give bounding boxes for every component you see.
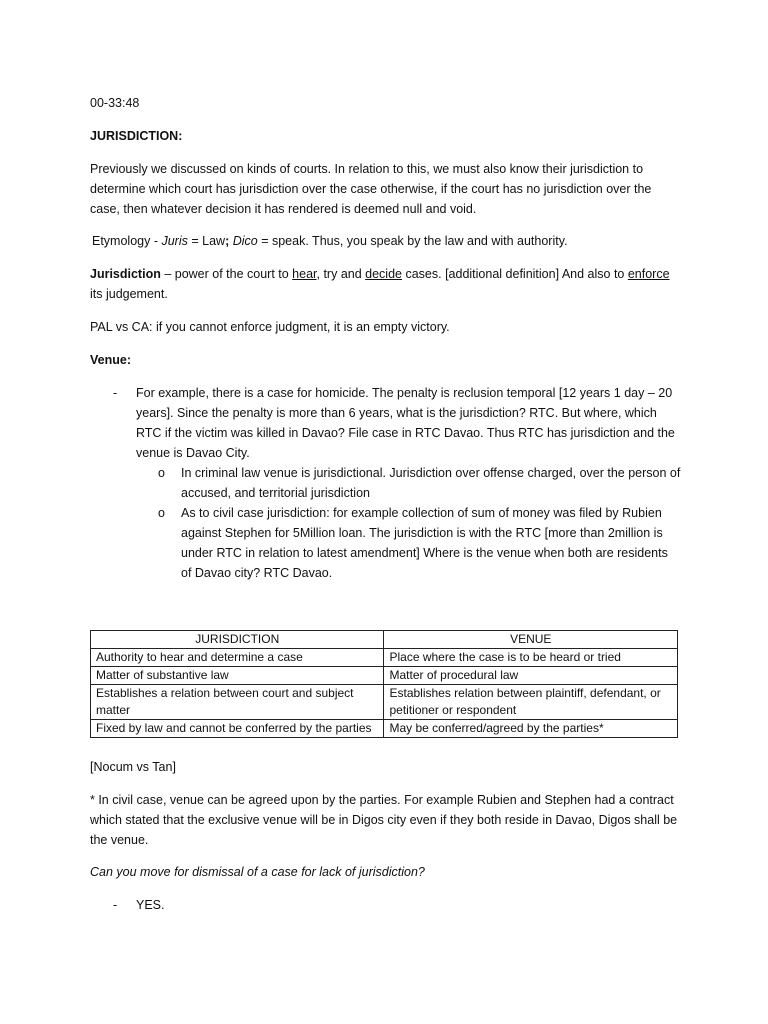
definition-text-1: – power of the court to [160, 267, 293, 281]
bullet-marker: o [158, 506, 165, 520]
etymology-dico: Dico [232, 234, 258, 248]
homicide-example: For example, there is a case for homicide. The penalty is reclusion temporal [12 years 1 day – 20 years]. Since the penalty is more than 6 years, what is the jurisdiction? RTC. But where, which RTC if the victim was killed in Davao? File case in RTC Davao. Thus RTC has jurisdiction and the venue is Davao City. [136, 386, 675, 460]
criminal-venue-note: In criminal law venue is jurisdictional. Jurisdiction over offense charged, over the person of accused, and territorial jurisdiction [181, 466, 681, 500]
table-cell: Establishes a relation between court and subject matter [91, 685, 384, 720]
timestamp: 00-33:48 [90, 96, 140, 110]
civil-venue-note: As to civil case jurisdiction: for example collection of sum of money was filed by Rubien against Stephen for 5Million loan. The jurisdiction is with the RTC [more than 2million is under RTC in relation to latest amendment] Where is the venue when both are residents of Davao city? RTC Davao. [181, 506, 668, 580]
pal-vs-ca-paragraph: PAL vs CA: if you cannot enforce judgment, it is an empty victory. [90, 320, 450, 334]
header-jurisdiction: JURISDICTION [91, 631, 384, 649]
definition-decide: decide [365, 267, 402, 281]
question-text: Can you move for dismissal of a case for lack of jurisdiction? [90, 865, 425, 879]
section-heading: JURISDICTION: [90, 129, 183, 143]
etymology-juris: Juris [161, 234, 188, 248]
table-cell: Establishes relation between plaintiff, defendant, or petitioner or respondent [384, 685, 678, 720]
table-row [91, 685, 678, 720]
table-row [91, 667, 678, 685]
table-header-row [91, 631, 678, 649]
intro-paragraph: Previously we discussed on kinds of courts. In relation to this, we must also know their jurisdiction to determine which court has jurisdiction over the case otherwise, if the court has no jurisdiction over the case, then whatever decision it has rendered is deemed null and void. [90, 162, 652, 216]
definition-hear: hear [292, 267, 317, 281]
table-cell: Matter of substantive law [91, 667, 384, 685]
venue-heading: Venue: [90, 353, 131, 367]
definition-term: Jurisdiction [90, 267, 161, 281]
bullet-marker: o [158, 466, 165, 480]
etymology-rest: = speak. Thus, you speak by the law and with authority. [257, 234, 568, 248]
dash-marker: - [113, 898, 118, 912]
table-cell: Authority to hear and determine a case [91, 649, 384, 667]
table-row [91, 649, 678, 667]
dash-marker: - [113, 386, 118, 400]
definition-text-3: cases. [additional definition] And also to [402, 267, 628, 281]
answer-text: YES. [136, 898, 165, 912]
table-cell: Fixed by law and cannot be conferred by the parties [91, 720, 384, 738]
definition-enforce: enforce [627, 267, 670, 281]
table-cell: Place where the case is to be heard or tried [384, 649, 678, 667]
table-cell: May be conferred/agreed by the parties* [384, 720, 678, 738]
definition-text-2: , try and [316, 267, 366, 281]
etymology-semicolon: ; [225, 234, 230, 248]
header-venue: VENUE [384, 631, 678, 649]
jurisdiction-venue-table [90, 630, 678, 738]
etymology-prefix: Etymology - [92, 234, 162, 248]
table-cell: Matter of procedural law [384, 667, 678, 685]
etymology-paragraph [92, 231, 684, 251]
definition-text-4: its judgement. [90, 287, 168, 301]
footnote-paragraph: * In civil case, venue can be agreed upon by the parties. For example Rubien and Stephen had a contract which stated that the exclusive venue will be in Digos city even if they both reside in Davao, Digos shall be the venue. [90, 793, 678, 847]
definition-paragraph [90, 264, 682, 304]
etymology-law: = Law [187, 234, 226, 248]
table-row [91, 720, 678, 738]
case-citation: [Nocum vs Tan] [90, 760, 176, 774]
